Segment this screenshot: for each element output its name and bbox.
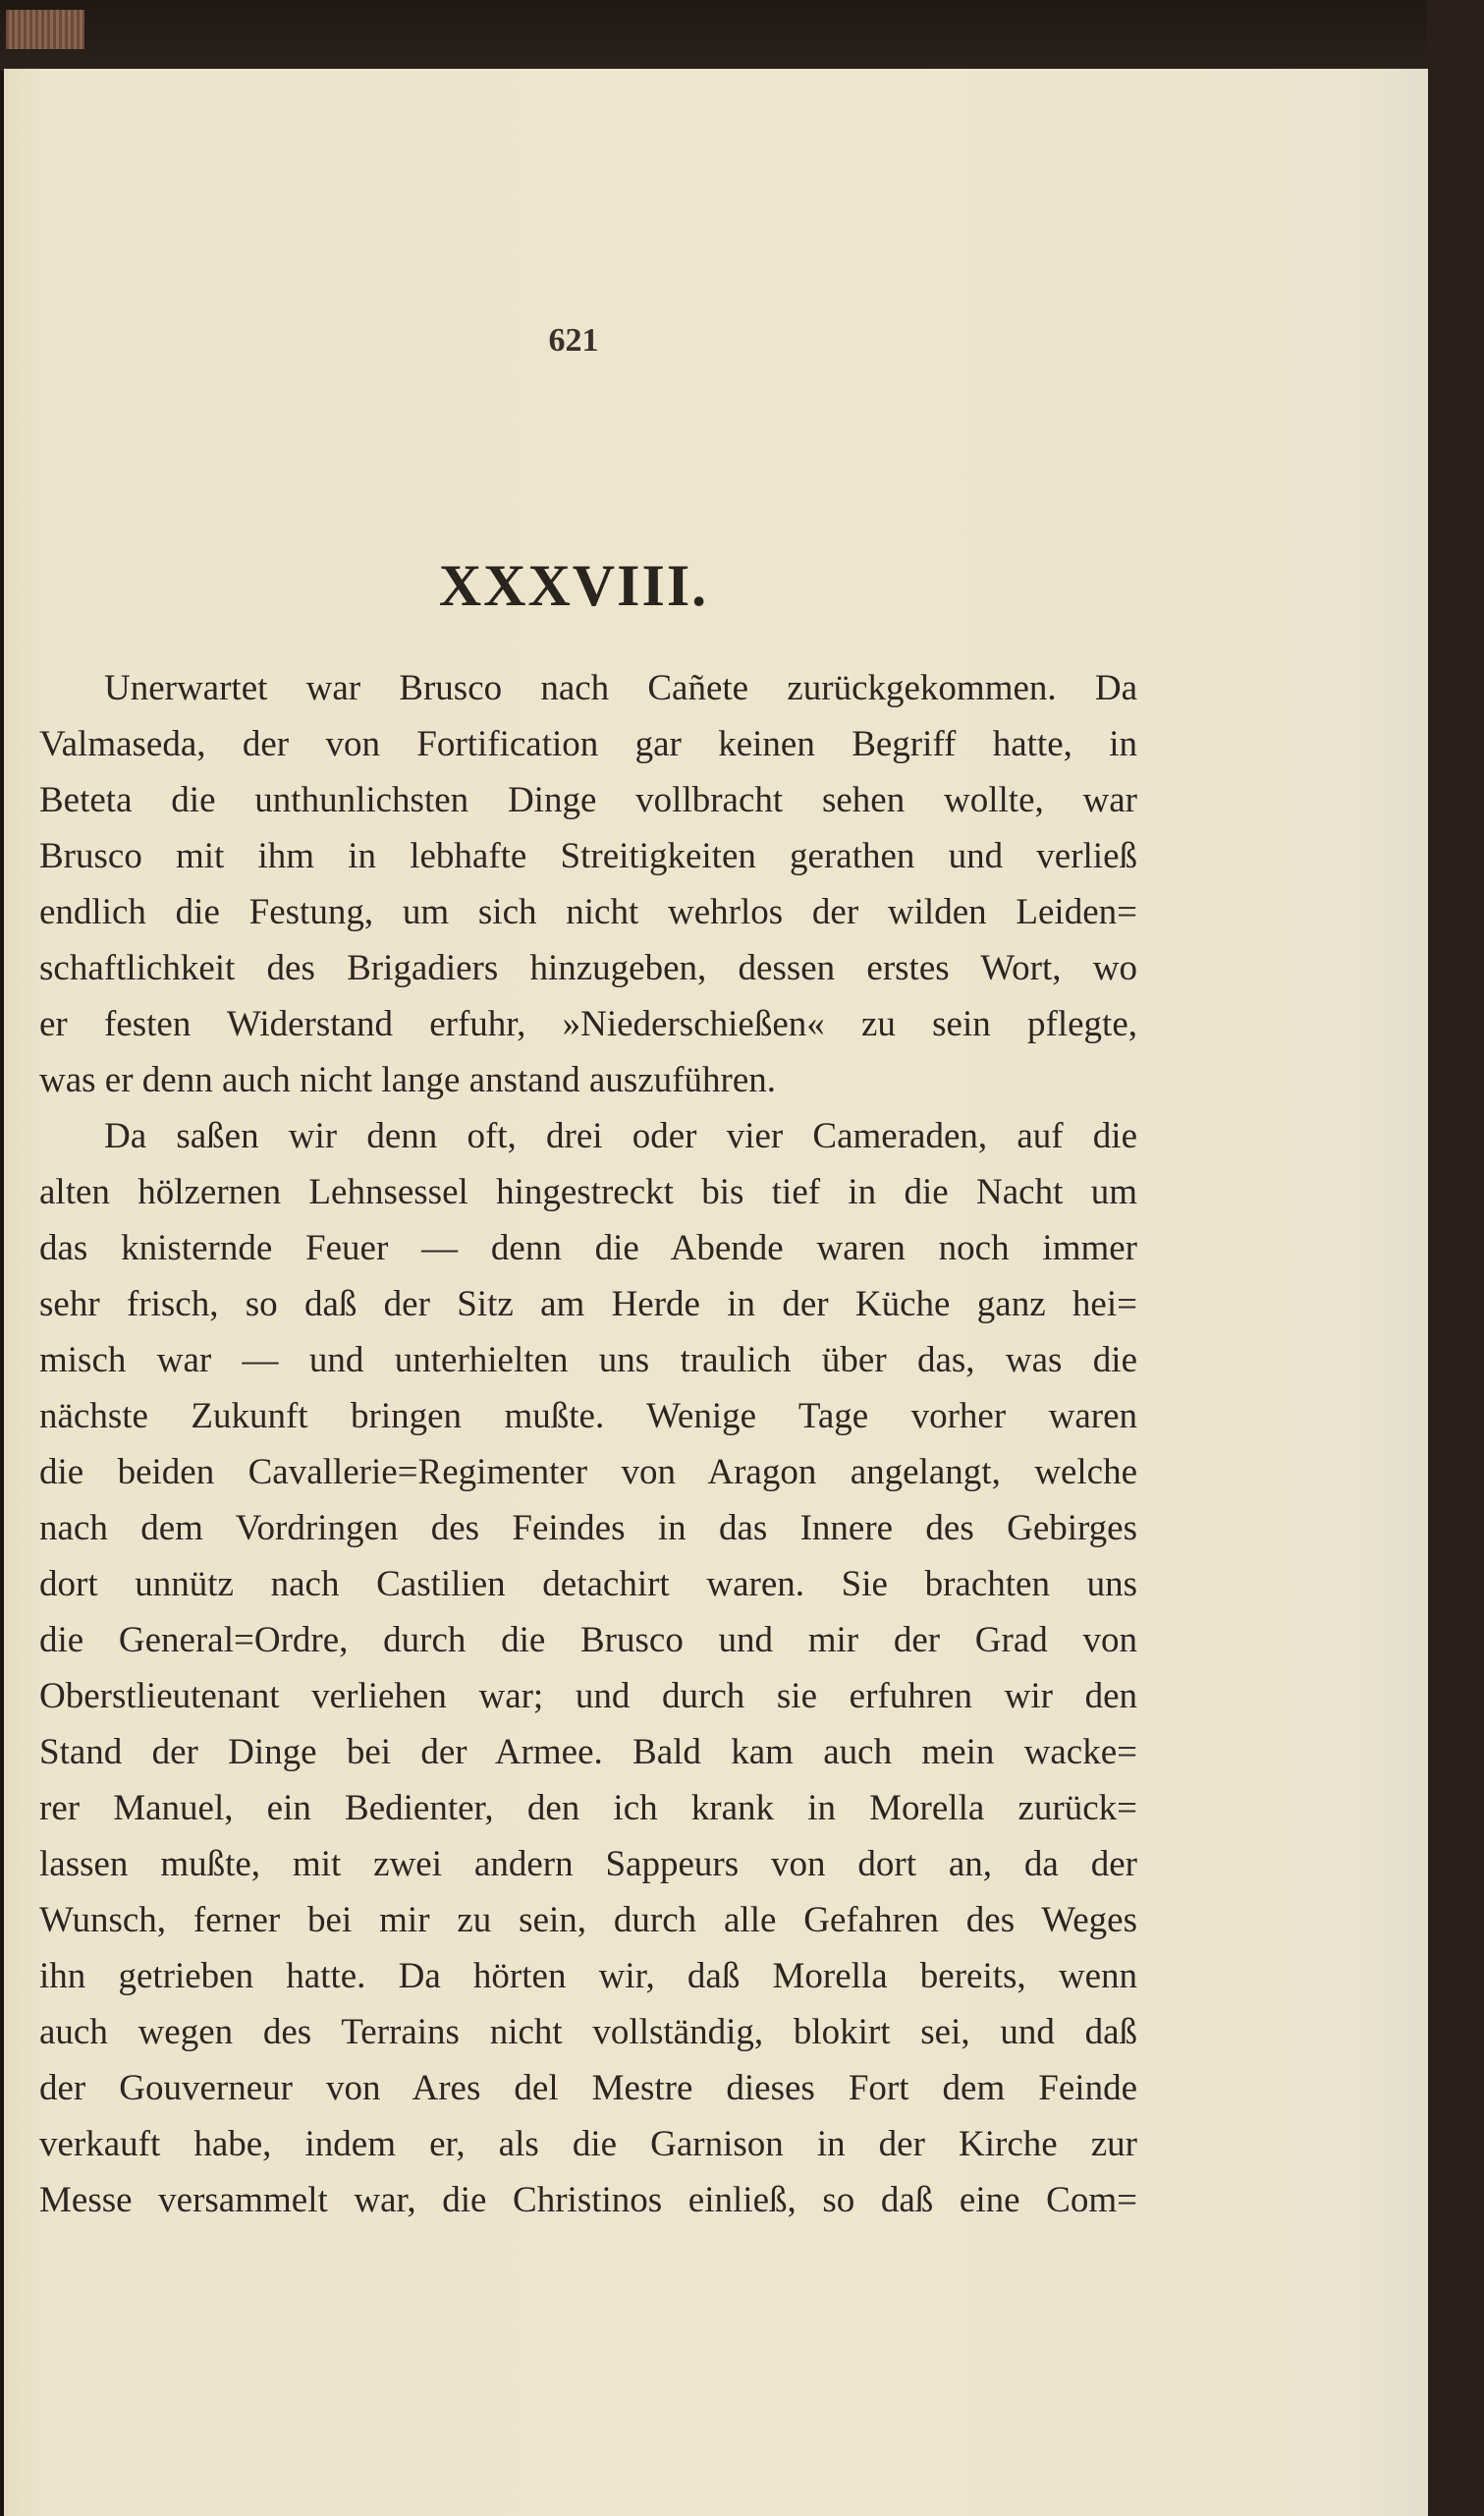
text-line: ihn getrieben hatte. Da hörten wir, daß Morella bereits, wenn — [39, 1956, 1137, 1996]
body-text — [39, 660, 1137, 2228]
text-line: Messe versammelt war, die Christinos einließ, so daß eine Com= — [39, 2180, 1137, 2220]
text-line: er festen Widerstand erfuhr, »Niederschießen« zu sein pflegte, — [39, 1004, 1137, 1044]
text-line: verkauft habe, indem er, als die Garnison in der Kirche zur — [39, 2124, 1137, 2164]
text-line: das knisternde Feuer — denn die Abende waren noch immer — [39, 1228, 1137, 1268]
paragraph — [39, 1108, 1137, 2228]
text-line: misch war — und unterhielten uns traulich über das, was die — [39, 1340, 1137, 1380]
text-line: Da saßen wir denn oft, drei oder vier Cameraden, auf die — [104, 1116, 1137, 1156]
paragraph — [39, 660, 1137, 1108]
text-line: Valmaseda, der von Fortification gar keinen Begriff hatte, in — [39, 724, 1137, 764]
chapter-heading: XXXVIII. — [438, 553, 709, 618]
text-line: endlich die Festung, um sich nicht wehrlos der wilden Leiden= — [39, 892, 1137, 932]
book-page — [4, 69, 1428, 2516]
text-line: Beteta die unthunlichsten Dinge vollbracht sehen wollte, war — [39, 780, 1137, 820]
text-line: dort unnütz nach Castilien detachirt waren. Sie brachten uns — [39, 1564, 1137, 1604]
text-line: nach dem Vordringen des Feindes in das Innere des Gebirges — [39, 1508, 1137, 1548]
scan-background-top — [0, 0, 1484, 71]
page-number: 621 — [548, 322, 599, 359]
text-line: nächste Zukunft bringen mußte. Wenige Tage vorher waren — [39, 1396, 1137, 1436]
book-binding-edge — [6, 10, 84, 49]
text-line: Wunsch, ferner bei mir zu sein, durch alle Gefahren des Weges — [39, 1900, 1137, 1940]
text-line: alten hölzernen Lehnsessel hingestreckt bis tief in die Nacht um — [39, 1172, 1137, 1212]
text-line: sehr frisch, so daß der Sitz am Herde in der Küche ganz hei= — [39, 1284, 1137, 1324]
text-line: Brusco mit ihm in lebhafte Streitigkeiten gerathen und verließ — [39, 836, 1137, 876]
text-line: auch wegen des Terrains nicht vollständig, blokirt sei, und daß — [39, 2012, 1137, 2052]
text-line: die General=Ordre, durch die Brusco und mir der Grad von — [39, 1620, 1137, 1660]
text-line: der Gouverneur von Ares del Mestre dieses Fort dem Feinde — [39, 2068, 1137, 2108]
text-line: schaftlichkeit des Brigadiers hinzugeben, dessen erstes Wort, wo — [39, 948, 1137, 988]
text-line: Oberstlieutenant verliehen war; und durch sie erfuhren wir den — [39, 1676, 1137, 1716]
text-line: was er denn auch nicht lange anstand auszuführen. — [39, 1060, 776, 1100]
text-line: die beiden Cavallerie=Regimenter von Aragon angelangt, welche — [39, 1452, 1137, 1492]
text-line: lassen mußte, mit zwei andern Sappeurs von dort an, da der — [39, 1844, 1137, 1884]
scan-background-right — [1427, 0, 1484, 2516]
text-line: Unerwartet war Brusco nach Cañete zurückgekommen. Da — [104, 668, 1137, 708]
text-line: Stand der Dinge bei der Armee. Bald kam auch mein wacke= — [39, 1732, 1137, 1772]
text-line: rer Manuel, ein Bedienter, den ich krank in Morella zurück= — [39, 1788, 1137, 1828]
